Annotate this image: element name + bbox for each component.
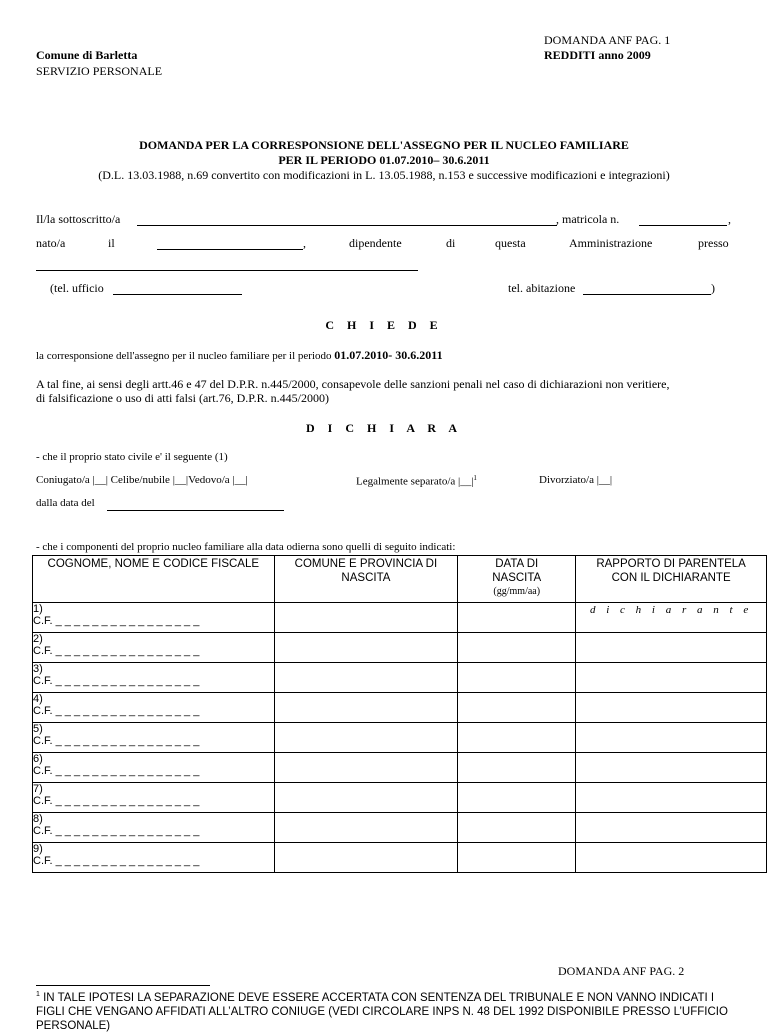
member-birthplace-cell[interactable] bbox=[274, 813, 458, 843]
undersigned-label: Il/la sottoscritto/a bbox=[36, 212, 121, 226]
members-intro: - che i componenti del proprio nucleo familiare alla data odierna sono quelli di seguito indicati: bbox=[36, 541, 456, 553]
comma: , bbox=[728, 212, 731, 226]
member-birthplace-cell[interactable] bbox=[274, 753, 458, 783]
legal-reference: (D.L. 13.03.1988, n.69 convertito con modificazioni in L. 13.05.1988, n.153 e successive modificazioni e integrazioni) bbox=[98, 168, 670, 182]
footnote-mark: 1 bbox=[36, 991, 40, 998]
member-number: 8) bbox=[33, 813, 43, 825]
date-format-hint: (gg/mm/aa) bbox=[493, 586, 541, 597]
member-number: 6) bbox=[33, 753, 43, 765]
family-members-table bbox=[32, 555, 767, 873]
income-year: REDDITI anno 2009 bbox=[544, 48, 651, 62]
table-row bbox=[33, 633, 767, 663]
separated-label: Legalmente separato/a |__| bbox=[356, 475, 474, 488]
member-relationship-cell[interactable] bbox=[576, 663, 767, 693]
dipendente-label: dipendente bbox=[349, 236, 402, 250]
matricola-label: , matricola n. bbox=[556, 212, 620, 226]
member-number: 7) bbox=[33, 783, 43, 795]
member-tax-code: C.F. _ _ _ _ _ _ _ _ _ _ _ _ _ _ _ _ bbox=[33, 735, 200, 747]
member-name-cell[interactable] bbox=[33, 723, 275, 753]
request-text bbox=[36, 348, 443, 363]
relationship-declarant: d i c h i a r a n t e bbox=[589, 604, 753, 616]
member-name-cell[interactable] bbox=[33, 663, 275, 693]
col-header-birthplace: COMUNE E PROVINCIA DI NASCITA bbox=[274, 556, 458, 603]
col-header-relationship: RAPPORTO DI PARENTELA CON IL DICHIARANTE bbox=[576, 556, 767, 603]
since-date-label: dalla data del bbox=[36, 497, 95, 509]
table-row bbox=[33, 843, 767, 873]
doc-page-ref: DOMANDA ANF PAG. 1 bbox=[544, 33, 671, 47]
member-birthdate-cell[interactable] bbox=[458, 723, 576, 753]
name-field[interactable] bbox=[137, 225, 557, 226]
member-birthdate-cell[interactable] bbox=[458, 813, 576, 843]
matricola-field[interactable] bbox=[639, 225, 727, 226]
member-relationship-cell[interactable] bbox=[576, 693, 767, 723]
member-number: 4) bbox=[33, 693, 43, 705]
member-name-cell[interactable] bbox=[33, 633, 275, 663]
tel-home-field[interactable] bbox=[583, 294, 711, 295]
col-header-name: COGNOME, NOME E CODICE FISCALE bbox=[33, 556, 275, 603]
member-birthdate-cell[interactable] bbox=[458, 843, 576, 873]
org-service: SERVIZIO PERSONALE bbox=[36, 64, 163, 78]
member-number: 9) bbox=[33, 843, 43, 855]
birth-field[interactable] bbox=[157, 249, 303, 250]
member-tax-code: C.F. _ _ _ _ _ _ _ _ _ _ _ _ _ _ _ _ bbox=[33, 645, 200, 657]
member-tax-code: C.F. _ _ _ _ _ _ _ _ _ _ _ _ _ _ _ _ bbox=[33, 795, 200, 807]
member-birthdate-cell[interactable] bbox=[458, 603, 576, 633]
member-tax-code: C.F. _ _ _ _ _ _ _ _ _ _ _ _ _ _ _ _ bbox=[33, 825, 200, 837]
questa-label: questa bbox=[495, 236, 526, 250]
tel-close: ) bbox=[711, 281, 715, 295]
member-tax-code: C.F. _ _ _ _ _ _ _ _ _ _ _ _ _ _ _ _ bbox=[33, 705, 200, 717]
request-period: 01.07.2010- 30.6.2011 bbox=[334, 348, 443, 362]
di-label: di bbox=[446, 236, 456, 250]
request-sentence: la corresponsione dell'assegno per il nucleo familiare per il periodo bbox=[36, 350, 332, 362]
table-row bbox=[33, 783, 767, 813]
member-name-cell[interactable] bbox=[33, 783, 275, 813]
declaration-heading: D I C H I A R A bbox=[305, 421, 463, 435]
member-name-cell[interactable] bbox=[33, 753, 275, 783]
member-birthdate-cell[interactable] bbox=[458, 633, 576, 663]
member-birthdate-cell[interactable] bbox=[458, 693, 576, 723]
member-number: 1) bbox=[33, 603, 43, 615]
purpose-line2: di falsificazione o uso di atti falsi (art.76, D.P.R. n.445/2000) bbox=[36, 391, 329, 405]
comma: , bbox=[303, 236, 306, 250]
born-label: nato/a bbox=[36, 236, 66, 250]
since-date-field[interactable] bbox=[107, 510, 284, 511]
member-name-cell[interactable] bbox=[33, 813, 275, 843]
member-relationship-cell[interactable] bbox=[576, 813, 767, 843]
member-relationship-cell[interactable] bbox=[576, 723, 767, 753]
table-row bbox=[33, 723, 767, 753]
request-heading: C H I E D E bbox=[325, 318, 443, 332]
member-name-cell[interactable] bbox=[33, 603, 275, 633]
org-name: Comune di Barletta bbox=[36, 48, 138, 62]
footnote-ref: 1 bbox=[473, 474, 477, 482]
tel-home-label: tel. abitazione bbox=[508, 281, 576, 295]
member-birthplace-cell[interactable] bbox=[274, 633, 458, 663]
tel-office-label: (tel. ufficio bbox=[50, 281, 104, 295]
member-number: 5) bbox=[33, 723, 43, 735]
member-tax-code: C.F. _ _ _ _ _ _ _ _ _ _ _ _ _ _ _ _ bbox=[33, 675, 200, 687]
member-birthplace-cell[interactable] bbox=[274, 603, 458, 633]
member-relationship-cell[interactable] bbox=[576, 783, 767, 813]
next-page-ref: DOMANDA ANF PAG. 2 bbox=[558, 964, 685, 978]
member-relationship-cell[interactable] bbox=[576, 633, 767, 663]
member-relationship-cell[interactable] bbox=[576, 843, 767, 873]
table-row bbox=[33, 663, 767, 693]
member-tax-code: C.F. _ _ _ _ _ _ _ _ _ _ _ _ _ _ _ _ bbox=[33, 615, 200, 627]
table-header-row bbox=[33, 556, 767, 603]
civil-status-intro: - che il proprio stato civile e' il seguente (1) bbox=[36, 451, 228, 463]
il-label: il bbox=[108, 236, 115, 250]
tel-office-field[interactable] bbox=[113, 294, 242, 295]
member-birthdate-cell[interactable] bbox=[458, 753, 576, 783]
footnote-separator bbox=[36, 985, 210, 986]
member-number: 3) bbox=[33, 663, 43, 675]
footnote bbox=[36, 988, 746, 1033]
member-name-cell[interactable] bbox=[33, 843, 275, 873]
member-number: 2) bbox=[33, 633, 43, 645]
table-row bbox=[33, 813, 767, 843]
member-birthdate-cell[interactable] bbox=[458, 783, 576, 813]
office-field[interactable] bbox=[36, 270, 418, 271]
member-birthplace-cell[interactable] bbox=[274, 843, 458, 873]
presso-label: presso bbox=[698, 236, 729, 250]
table-row bbox=[33, 603, 767, 633]
member-birthplace-cell[interactable] bbox=[274, 783, 458, 813]
form-period-title: PER IL PERIODO 01.07.2010– 30.6.2011 bbox=[278, 153, 490, 167]
form-title: DOMANDA PER LA CORRESPONSIONE DELL'ASSEGNO PER IL NUCLEO FAMILIARE bbox=[139, 138, 629, 152]
footnote-text: IN TALE IPOTESI LA SEPARAZIONE DEVE ESSERE ACCERTATA CON SENTENZA DEL TRIBUNALE E NON VANNO INDICATI I FIGLI CHE VENGANO AFFIDATI ALL’ALTRO CONIUGE (VEDI CIRCOLARE INPS N. 48 DEL 1992 DISPONIBILE PRESSO L’UFFICIO PERSONALE) bbox=[36, 991, 728, 1032]
amministrazione-label: Amministrazione bbox=[569, 236, 653, 250]
status-divorced[interactable]: Divorziato/a |__| bbox=[539, 474, 613, 486]
purpose-line1: A tal fine, ai sensi degli artt.46 e 47 del D.P.R. n.445/2000, consapevole delle sanzioni penali nel caso di dichiarazioni non veritiere, bbox=[36, 377, 670, 391]
table-row bbox=[33, 753, 767, 783]
member-relationship-cell[interactable] bbox=[576, 603, 767, 633]
member-name-cell[interactable] bbox=[33, 693, 275, 723]
table-row bbox=[33, 693, 767, 723]
civil-status-options[interactable]: Coniugato/a |__| Celibe/nubile |__|Vedovo/a |__| bbox=[36, 474, 248, 486]
member-relationship-cell[interactable] bbox=[576, 753, 767, 783]
member-birthplace-cell[interactable] bbox=[274, 663, 458, 693]
status-separated[interactable] bbox=[356, 474, 477, 488]
member-birthplace-cell[interactable] bbox=[274, 693, 458, 723]
member-tax-code: C.F. _ _ _ _ _ _ _ _ _ _ _ _ _ _ _ _ bbox=[33, 765, 200, 777]
birthdate-label: DATA DI NASCITA bbox=[492, 558, 542, 584]
member-tax-code: C.F. _ _ _ _ _ _ _ _ _ _ _ _ _ _ _ _ bbox=[33, 855, 200, 867]
member-birthplace-cell[interactable] bbox=[274, 723, 458, 753]
member-birthdate-cell[interactable] bbox=[458, 663, 576, 693]
col-header-birthdate bbox=[458, 556, 576, 603]
